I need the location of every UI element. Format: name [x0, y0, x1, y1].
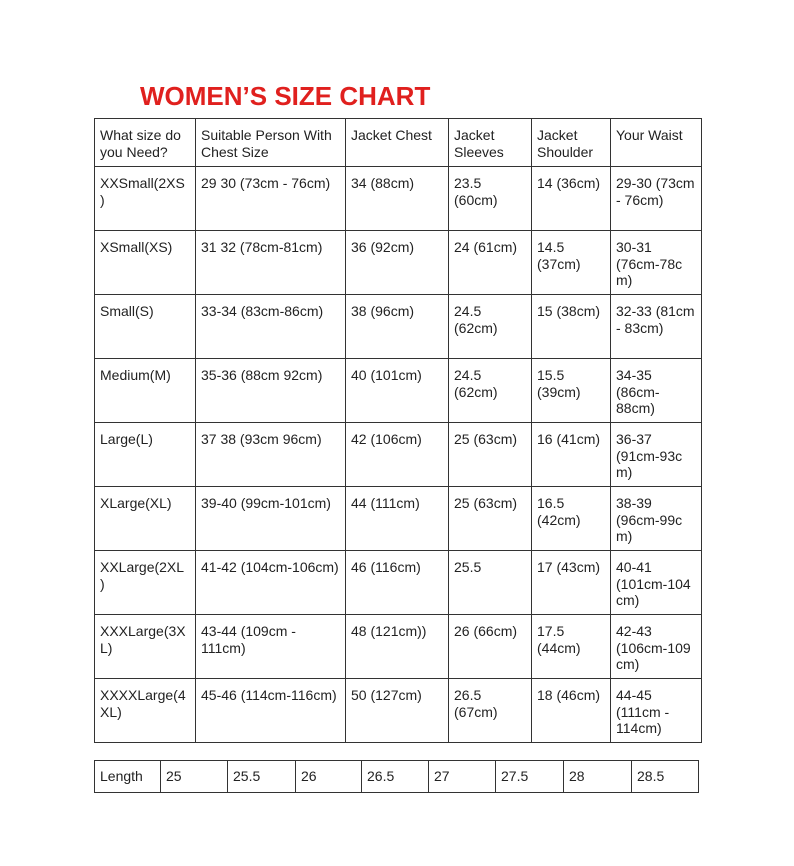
size-cell: Small(S) — [95, 295, 196, 359]
jacket-sleeves-cell: 23.5 (60cm) — [449, 167, 532, 231]
column-header: Your Waist — [611, 119, 702, 167]
jacket-chest-cell: 42 (106cm) — [346, 423, 449, 487]
length-value-cell: 26 — [296, 761, 362, 793]
jacket-shoulder-cell: 16.5 (42cm) — [532, 487, 611, 551]
chest-size-cell: 37 38 (93cm 96cm) — [196, 423, 346, 487]
table-row — [95, 679, 702, 743]
size-cell: XSmall(XS) — [95, 231, 196, 295]
size-cell: XXSmall(2XS ) — [95, 167, 196, 231]
size-chart-table — [94, 118, 702, 743]
size-cell: XXXLarge(3X L) — [95, 615, 196, 679]
column-header: Jacket Shoulder — [532, 119, 611, 167]
jacket-shoulder-cell: 18 (46cm) — [532, 679, 611, 743]
table-row — [95, 359, 702, 423]
jacket-shoulder-cell: 14.5 (37cm) — [532, 231, 611, 295]
jacket-shoulder-cell: 17 (43cm) — [532, 551, 611, 615]
jacket-shoulder-cell: 15 (38cm) — [532, 295, 611, 359]
column-header: Jacket Sleeves — [449, 119, 532, 167]
length-value-cell: 28.5 — [632, 761, 699, 793]
jacket-sleeves-cell: 24.5 (62cm) — [449, 359, 532, 423]
jacket-sleeves-cell: 24.5 (62cm) — [449, 295, 532, 359]
table-row — [95, 167, 702, 231]
size-cell: Medium(M) — [95, 359, 196, 423]
jacket-chest-cell: 46 (116cm) — [346, 551, 449, 615]
length-value-cell: 27 — [429, 761, 496, 793]
chest-size-cell: 41-42 (104cm-106cm) — [196, 551, 346, 615]
length-value-cell: 25.5 — [228, 761, 296, 793]
length-value-cell: 28 — [564, 761, 632, 793]
table-row — [95, 615, 702, 679]
jacket-chest-cell: 50 (127cm) — [346, 679, 449, 743]
waist-cell: 40-41 (101cm-104 cm) — [611, 551, 702, 615]
table-row — [95, 487, 702, 551]
waist-cell: 44-45 (111cm - 114cm) — [611, 679, 702, 743]
chest-size-cell: 39-40 (99cm-101cm) — [196, 487, 346, 551]
waist-cell: 34-35 (86cm- 88cm) — [611, 359, 702, 423]
jacket-shoulder-cell: 16 (41cm) — [532, 423, 611, 487]
length-value-cell: 26.5 — [362, 761, 429, 793]
jacket-shoulder-cell: 15.5 (39cm) — [532, 359, 611, 423]
chest-size-cell: 29 30 (73cm - 76cm) — [196, 167, 346, 231]
jacket-sleeves-cell: 25 (63cm) — [449, 423, 532, 487]
table-row — [95, 423, 702, 487]
jacket-sleeves-cell: 26 (66cm) — [449, 615, 532, 679]
length-value-cell: 25 — [161, 761, 228, 793]
column-header: Jacket Chest — [346, 119, 449, 167]
size-cell: XLarge(XL) — [95, 487, 196, 551]
jacket-sleeves-cell: 25 (63cm) — [449, 487, 532, 551]
waist-cell: 29-30 (73cm - 76cm) — [611, 167, 702, 231]
waist-cell: 38-39 (96cm-99c m) — [611, 487, 702, 551]
jacket-chest-cell: 36 (92cm) — [346, 231, 449, 295]
table-row — [95, 231, 702, 295]
chest-size-cell: 35-36 (88cm 92cm) — [196, 359, 346, 423]
column-header: What size do you Need? — [95, 119, 196, 167]
chest-size-cell: 31 32 (78cm-81cm) — [196, 231, 346, 295]
chest-size-cell: 43-44 (109cm - 111cm) — [196, 615, 346, 679]
length-value-cell: 27.5 — [496, 761, 564, 793]
jacket-sleeves-cell: 26.5 (67cm) — [449, 679, 532, 743]
table-header-row — [95, 119, 702, 167]
page-title: WOMEN’S SIZE CHART — [140, 81, 431, 111]
chest-size-cell: 45-46 (114cm-116cm) — [196, 679, 346, 743]
table-row — [95, 551, 702, 615]
jacket-chest-cell: 48 (121cm)) — [346, 615, 449, 679]
jacket-chest-cell: 38 (96cm) — [346, 295, 449, 359]
jacket-sleeves-cell: 24 (61cm) — [449, 231, 532, 295]
size-cell: XXLarge(2XL ) — [95, 551, 196, 615]
length-table — [94, 760, 699, 793]
length-label: Length — [95, 761, 161, 793]
chest-size-cell: 33-34 (83cm-86cm) — [196, 295, 346, 359]
table-row — [95, 295, 702, 359]
length-row — [95, 761, 699, 793]
waist-cell: 30-31 (76cm-78c m) — [611, 231, 702, 295]
waist-cell: 42-43 (106cm-109 cm) — [611, 615, 702, 679]
jacket-chest-cell: 44 (111cm) — [346, 487, 449, 551]
column-header: Suitable Person With Chest Size — [196, 119, 346, 167]
jacket-sleeves-cell: 25.5 — [449, 551, 532, 615]
waist-cell: 32-33 (81cm - 83cm) — [611, 295, 702, 359]
jacket-shoulder-cell: 14 (36cm) — [532, 167, 611, 231]
jacket-chest-cell: 34 (88cm) — [346, 167, 449, 231]
jacket-chest-cell: 40 (101cm) — [346, 359, 449, 423]
size-cell: XXXXLarge(4 XL) — [95, 679, 196, 743]
size-cell: Large(L) — [95, 423, 196, 487]
jacket-shoulder-cell: 17.5 (44cm) — [532, 615, 611, 679]
waist-cell: 36-37 (91cm-93c m) — [611, 423, 702, 487]
